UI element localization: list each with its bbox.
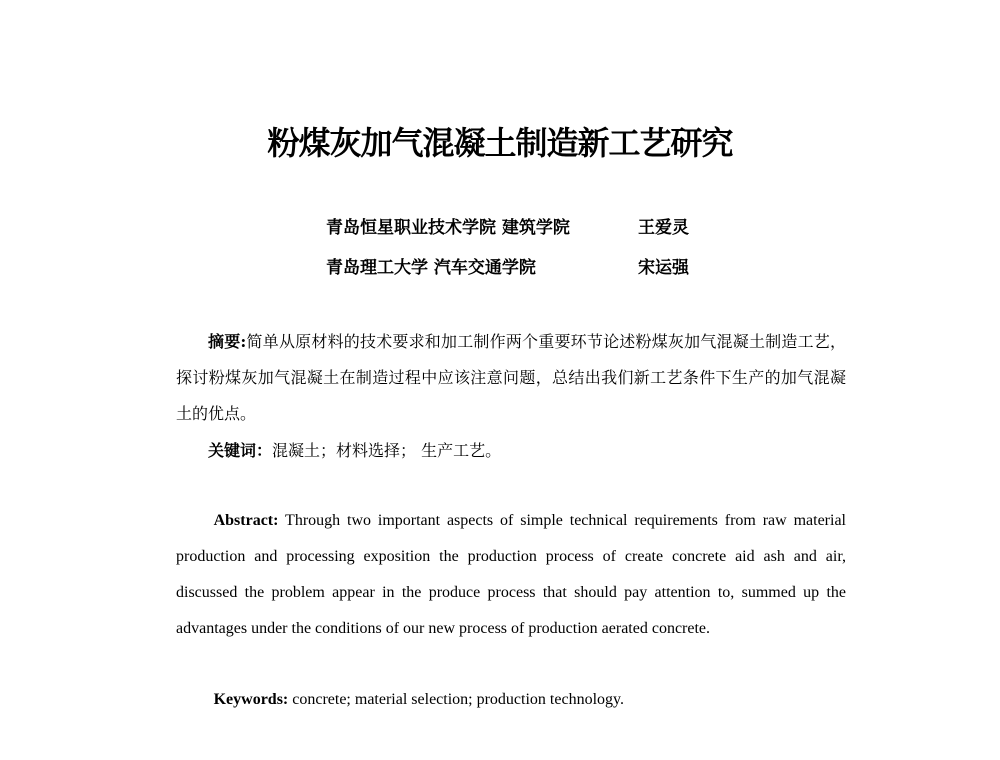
institution-2: 青岛理工大学 汽车交通学院 xyxy=(326,258,536,278)
english-keywords-text: concrete; material selection; production technology. xyxy=(292,691,624,708)
english-abstract-label: Abstract: xyxy=(213,512,279,529)
chinese-abstract xyxy=(176,324,846,432)
author-2: 宋运强 xyxy=(638,258,689,278)
chinese-abstract-label: 摘要: xyxy=(208,332,247,351)
english-keywords xyxy=(176,682,846,718)
author-1: 王爱灵 xyxy=(638,218,689,238)
institution-1: 青岛恒星职业技术学院 建筑学院 xyxy=(326,218,570,238)
paper-title: 粉煤灰加气混凝土制造新工艺研究 xyxy=(267,124,733,162)
chinese-abstract-text: 简单从原材料的技术要求和加工制作两个重要环节论述粉煤灰加气混凝土制造工艺，探讨粉煤灰加气混凝土在制造过程中应该注意问题，总结出我们新工艺条件下生产的加气混凝土的优点。 xyxy=(176,332,846,423)
chinese-keywords-text: 混凝土；材料选择； 生产工艺。 xyxy=(272,441,502,460)
chinese-keywords-label: 关键词： xyxy=(208,441,273,460)
chinese-keywords xyxy=(176,433,846,469)
affiliation-line-1 xyxy=(326,213,689,238)
english-abstract xyxy=(176,503,846,647)
affiliation-line-2 xyxy=(326,253,689,278)
english-keywords-label: Keywords: xyxy=(213,691,289,708)
english-abstract-text: Through two important aspects of simple technical requirements from raw material production and processing exposition the production process of create concrete aid ash and air, discussed the problem appear in the produce process that should pay attention to, summed up the advantages under the conditions of our new process of production aerated concrete. xyxy=(176,512,846,637)
